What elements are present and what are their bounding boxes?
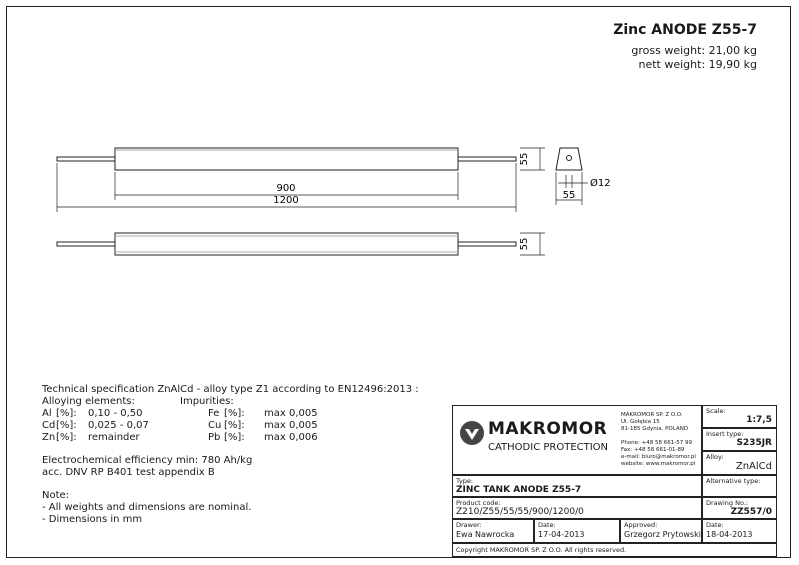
drawer-value: Ewa Nawrocka <box>456 530 515 539</box>
impurity-unit: [%]: <box>224 432 245 443</box>
insert-label: Insert type: <box>706 430 744 438</box>
impurity-val: max 0,006 <box>264 432 318 443</box>
address-line: Fax: +48 58 661-01-89 <box>621 447 685 453</box>
drawing-no-cell <box>702 497 777 519</box>
approved-cell <box>620 519 702 543</box>
address-line <box>621 433 696 440</box>
dim-height-bottom-label: 55 <box>519 237 530 251</box>
address-line: Ul. Gołębia 15 <box>621 419 660 425</box>
type-cell <box>452 475 702 497</box>
product-cell <box>452 497 702 519</box>
cross-section <box>556 148 582 170</box>
date1-label: Date: <box>538 521 556 529</box>
spec-heading: Technical specification ZnAlCd - alloy type Z1 according to EN12496:2013 : <box>42 384 419 395</box>
alloy-el: Cd <box>42 420 56 431</box>
dim-diameter-label: Ø12 <box>590 178 611 189</box>
spec-block <box>42 384 419 526</box>
nett-weight: nett weight: 19,90 kg <box>638 58 757 71</box>
date2-value: 18-04-2013 <box>706 530 753 539</box>
approved-value: Grzegorz Prytowski <box>624 530 701 539</box>
impurity-val: max 0,005 <box>264 408 318 419</box>
address-line: Phone: +48 58 661-57 99 <box>621 440 692 446</box>
drawer-cell <box>452 519 534 543</box>
drawing-title: Zinc ANODE Z55-7 <box>613 22 757 38</box>
copyright-cell <box>452 543 777 557</box>
efficiency-line-1: Electrochemical efficiency min: 780 Ah/kg <box>42 455 253 466</box>
alloy-unit: [%]: <box>56 408 77 419</box>
title-block <box>452 405 777 557</box>
drawing-no-label: Drawing No.: <box>706 499 749 507</box>
alloy-el: Al <box>42 408 52 419</box>
type-label: Type: <box>456 477 474 485</box>
dim-length-total-label: 1200 <box>273 195 299 206</box>
impurities-heading: Impurities: <box>180 396 234 407</box>
efficiency-line-2: acc. DNV RP B401 test appendix B <box>42 467 215 478</box>
date2-cell <box>702 519 777 543</box>
alloy-val: 0,10 - 0,50 <box>88 408 143 419</box>
alloy-val: remainder <box>88 432 140 443</box>
impurity-unit: [%]: <box>224 408 245 419</box>
company-tagline: CATHODIC PROTECTION <box>488 442 609 453</box>
dim-length-body-label: 900 <box>276 183 296 194</box>
anode-side-view <box>57 233 516 255</box>
type-value: ZINC TANK ANODE Z55-7 <box>456 485 582 495</box>
impurity-unit: [%]: <box>224 420 245 431</box>
address-line: website: www.makromor.pl <box>621 461 696 467</box>
dim-height-top-label: 55 <box>519 152 530 166</box>
company-name: MAKROMOR <box>488 419 608 439</box>
alloy-val: 0,025 - 0,07 <box>88 420 149 431</box>
anode-top-view <box>57 148 516 170</box>
note-heading: Note: <box>42 490 70 501</box>
date2-label: Date: <box>706 521 724 529</box>
alloy-unit: [%]: <box>56 432 77 443</box>
gross-weight: gross weight: 21,00 kg <box>631 44 757 57</box>
dim-width-section-label: 55 <box>562 190 576 201</box>
company-cell <box>452 405 702 475</box>
alloy-unit: [%]: <box>56 420 77 431</box>
note-2: - Dimensions in mm <box>42 514 143 525</box>
alloy-cell <box>702 451 777 475</box>
impurity-val: max 0,005 <box>264 420 318 431</box>
copyright-text: Copyright MAKROMOR SP. Z O.O. All rights reserved. <box>456 546 627 554</box>
alloy-el: Zn <box>42 432 56 443</box>
address-line: MAKROMOR SP. Z O.O. <box>621 412 683 418</box>
alloy-value: ZnAlCd <box>735 461 772 472</box>
drawing-no-value: ZZ557/0 <box>730 507 772 517</box>
drawer-label: Drawer: <box>456 521 482 529</box>
product-value: Z210/Z55/55/55/900/1200/0 <box>456 507 584 517</box>
alt-type-label: Alternative type: <box>706 477 761 485</box>
scale-value: 1:7,5 <box>746 415 772 425</box>
alloy-label: Alloy: <box>706 453 724 461</box>
alt-type-cell <box>702 475 777 497</box>
alloying-heading: Alloying elements: <box>42 396 135 407</box>
makromor-logo-icon <box>459 420 485 446</box>
note-1: - All weights and dimensions are nominal. <box>42 502 252 513</box>
date1-value: 17-04-2013 <box>538 530 585 539</box>
product-label: Product code: <box>456 499 501 507</box>
impurity-el: Cu <box>208 420 222 431</box>
insert-value: S235JR <box>736 438 772 448</box>
impurity-el: Pb <box>208 432 221 443</box>
company-address <box>621 412 696 468</box>
impurity-el: Fe <box>208 408 220 419</box>
address-line: 81-185 Gdynia, POLAND <box>621 426 689 432</box>
date1-cell <box>534 519 620 543</box>
approved-label: Approved: <box>624 521 658 529</box>
scale-cell <box>702 405 777 428</box>
scale-label: Scale: <box>706 407 726 415</box>
address-line: e-mail: biuro@makromor.pl <box>621 454 696 460</box>
insert-cell <box>702 428 777 451</box>
